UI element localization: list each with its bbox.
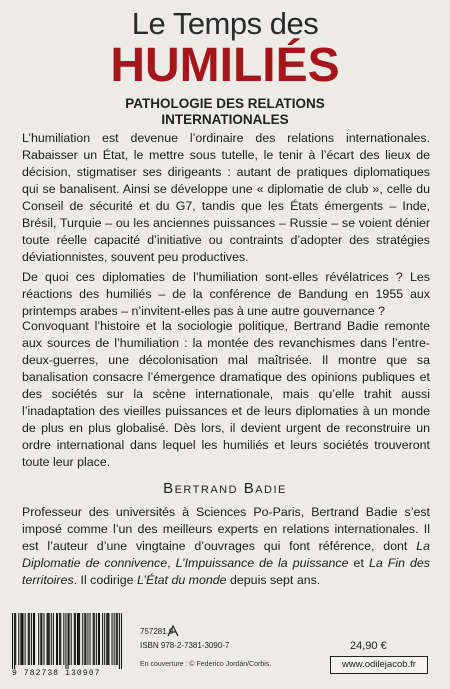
price: 24,90 € [350,640,387,652]
product-code: 757281.0 [140,627,174,636]
barcode-icon [12,613,122,669]
barcode-digits: 9 782738 130907 [12,669,101,678]
bio-text-2: . Il codirige [73,573,137,587]
title-line-2: HUMILIÉS [110,39,340,92]
bio-separator-1: , [167,556,176,570]
book-title-1: La Diplomatie de connivence [22,539,430,570]
author-bio [22,504,430,589]
subtitle-line-1: PATHOLOGIE DES RELATIONS [125,96,325,111]
book-title-4: L’État du monde [137,573,227,587]
publisher-logo-icon [166,624,180,638]
cover-credit: En couverture : © Federico Jordán/Corbis. [140,661,272,668]
book-title-2: L’Impuissance de la puissance [175,556,349,570]
barcode-area [12,603,142,683]
title-line-1: Le Temps des [131,6,319,41]
subtitle-line-2: INTERNATIONALES [161,112,289,127]
author-name: Bertrand Badie [163,480,287,497]
bio-text-1: Professeur des universités à Sciences Po-Paris, Bertrand Badie s’est imposé comme l’un des meilleurs experts en relations internationales. Il est l’auteur d’une vingtaine d’ouvrages qui font référence, dont [22,505,430,553]
bio-text-3: depuis sept ans. [226,573,321,587]
bio-separator-2: et [348,556,369,570]
book-title-3: La Fin des territoires [22,556,431,587]
isbn: ISBN 978-2-7381-3090-7 [140,641,230,650]
paragraph-1: L’humiliation est devenue l’ordinaire des relations internationales. Rabaisser un État, le mettre sous tutelle, le tenir à l’écart des lieux de décision, stigmatiser ses dirigeants : autant de pratiques diplomatiques qui se banalisent. Ainsi se développe une « diplomatie de club », celle du Conseil de sécurité et du G7, tandis que les États émergents – Inde, Brésil, Turquie – ou les anciennes puissances – Russie – se voient dénier toute réelle capacité d’initiative ou contraints d’adopter des stratégies déviationnistes, souvent peu productives. [22,131,430,264]
publisher-url: www.odilejacob.fr [330,656,428,674]
paragraph-2: De quoi ces diplomaties de l’humiliation sont-elles révélatrices ? Les réactions des humiliés – de la conférence de Bandung en 1955 aux printemps arabes – n’invitent-elles pas à une autre gouvernance ? [22,270,430,318]
subtitle [0,96,450,128]
paragraph-3: Convoquant l’histoire et la sociologie politique, Bertrand Badie remonte aux sources de l’humiliation : la montée des revanchismes dans l’entre-deux-guerres, une décolonisation mal maîtrisée. Il montre que sa banalisation consacre l’émergence dramatique des opinions publiques et des sociétés sur la scène internationale, mais qu’elle trahit aussi l’inadaptation des vieilles puissances et de leurs diplomaties à un monde de plus en plus globalisé. Dès lors, il devient urgent de reconstruire un ordre international dans lequel les humiliés et leurs sociétés trouveront toute leur place. [22,319,430,469]
